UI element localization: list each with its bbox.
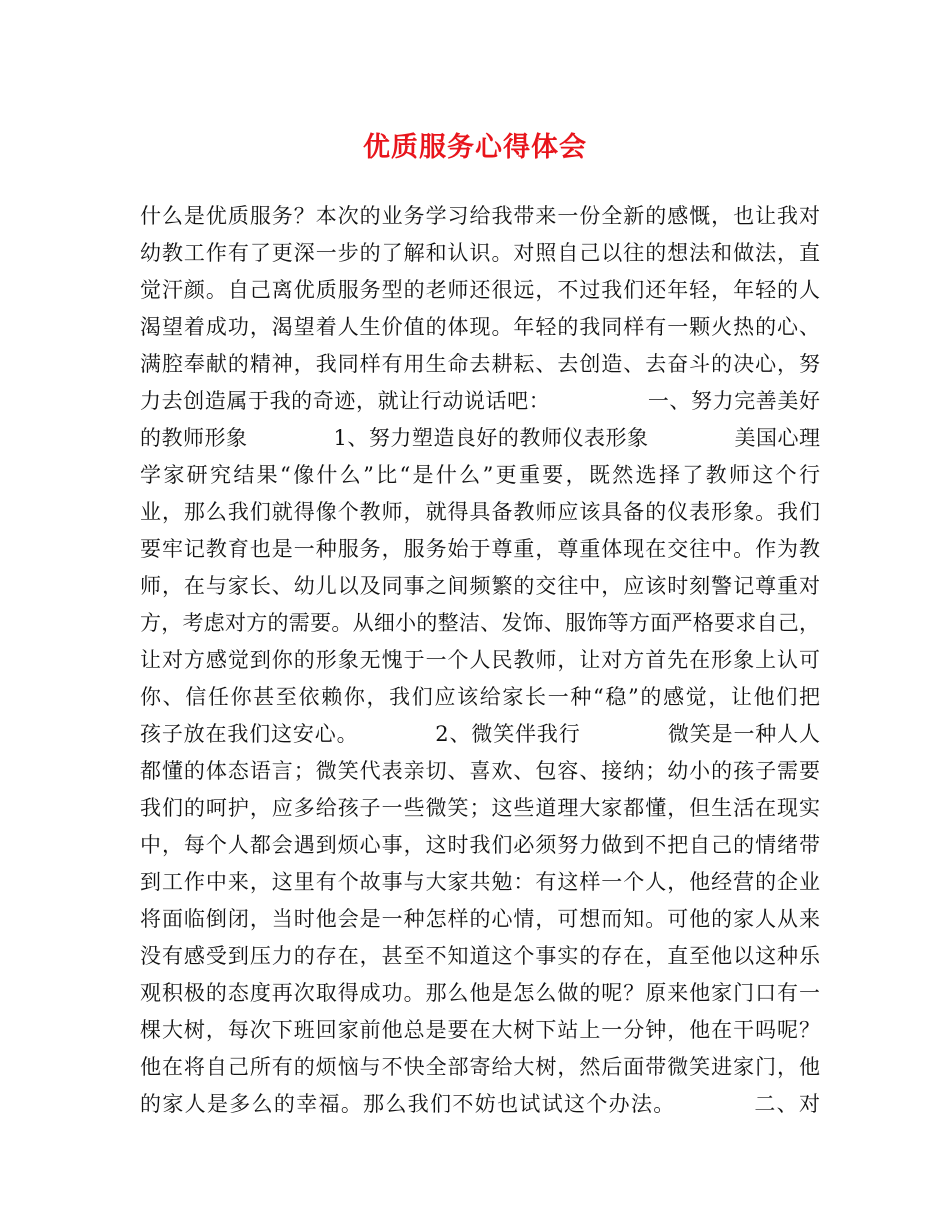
body-line: 到工作中来，这里有个故事与大家共勉：有这样一个人，他经营的企业 [140,870,820,894]
body-line: 的教师形象 1、努力塑造良好的教师仪表形象 美国心理 [140,426,820,450]
body-line: 将面临倒闭，当时他会是一种怎样的心情，可想而知。可他的家人从来 [140,907,820,931]
body-line: 觉汗颜。自己离优质服务型的老师还很远，不过我们还年轻，年轻的人 [140,278,820,302]
body-line: 观积极的态度再次取得成功。那么他是怎么做的呢？原来他家门口有一 [140,981,820,1005]
body-line: 满腔奉献的精神，我同样有用生命去耕耘、去创造、去奋斗的决心，努 [140,352,820,376]
document-title: 优质服务心得体会 [363,132,587,163]
body-line: 让对方感觉到你的形象无愧于一个人民教师，让对方首先在形象上认可 [140,648,820,672]
body-line: 中，每个人都会遇到烦心事，这时我们必须努力做到不把自己的情绪带 [140,833,820,857]
body-line: 的家人是多么的幸福。那么我们不妨也试试这个办法。 二、对 [140,1092,820,1116]
body-line: 渴望着成功，渴望着人生价值的体现。年轻的我同样有一颗火热的心、 [140,315,820,339]
body-line: 都懂的体态语言；微笑代表亲切、喜欢、包容、接纳；幼小的孩子需要 [140,759,820,783]
body-line: 我们的呵护，应多给孩子一些微笑；这些道理大家都懂，但生活在现实 [140,796,820,820]
body-line: 师，在与家长、幼儿以及同事之间频繁的交往中，应该时刻警记尊重对 [140,574,820,598]
body-line: 什么是优质服务？本次的业务学习给我带来一份全新的感慨，也让我对 [140,204,820,228]
body-line: 没有感受到压力的存在，甚至不知道这个事实的存在，直至他以这种乐 [140,944,820,968]
body-line: 业，那么我们就得像个教师，就得具备教师应该具备的仪表形象。我们 [140,500,820,524]
body-line: 方，考虑对方的需要。从细小的整洁、发饰、服饰等方面严格要求自己， [140,611,820,635]
body-line: 力去创造属于我的奇迹，就让行动说话吧： 一、努力完善美好 [140,389,820,413]
body-line: 学家研究结果“像什么”比“是什么”更重要，既然选择了教师这个行 [140,463,820,487]
body-line: 棵大树，每次下班回家前他总是要在大树下站上一分钟，他在干吗呢？ [140,1018,820,1042]
body-line: 你、信任你甚至依赖你，我们应该给家长一种“稳”的感觉，让他们把 [140,685,820,709]
body-line: 要牢记教育也是一种服务，服务始于尊重，尊重体现在交往中。作为教 [140,537,820,561]
body-line: 幼教工作有了更深一步的了解和认识。对照自己以往的想法和做法，直 [140,241,820,265]
document-body [140,198,820,1123]
body-line: 他在将自己所有的烦恼与不快全部寄给大树，然后面带微笑进家门，他 [140,1055,820,1079]
body-line: 孩子放在我们这安心。 2、微笑伴我行 微笑是一种人人 [140,722,820,746]
